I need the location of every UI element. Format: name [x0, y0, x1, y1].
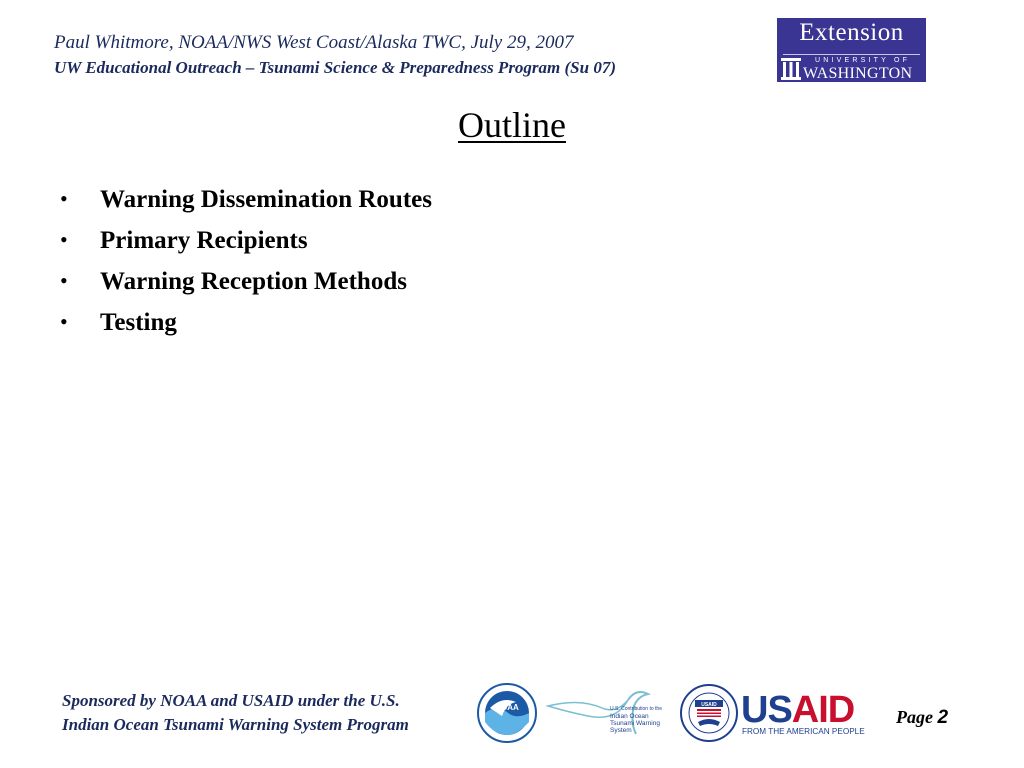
outline-item	[58, 186, 432, 227]
outline-item-text: Testing	[100, 309, 177, 336]
sponsor-text	[62, 689, 409, 737]
logo-divider	[783, 54, 920, 55]
bullet-icon: •	[60, 268, 68, 293]
noaa-text: NOAA	[495, 703, 519, 712]
outline-item	[58, 309, 432, 350]
uw-extension-logo	[777, 18, 926, 82]
outline-item-text: Warning Reception Methods	[100, 268, 407, 295]
usaid-logo	[741, 689, 865, 736]
bullet-icon: •	[60, 309, 68, 334]
extension-word: Extension	[799, 19, 904, 46]
noaa-logo	[478, 684, 536, 742]
usaid-tagline: FROM THE AMERICAN PEOPLE	[742, 727, 865, 736]
outline-item	[58, 268, 432, 309]
slide-title: Outline	[458, 105, 566, 145]
sponsor-line-2: Indian Ocean Tsunami Warning System Program	[62, 715, 409, 734]
sponsor-line-1: Sponsored by NOAA and USAID under the U.S.	[62, 691, 400, 710]
usaid-word: USAID	[741, 689, 855, 731]
iotws-line-4: System	[610, 727, 632, 734]
bullet-icon: •	[60, 186, 68, 211]
page-number-value: 2	[937, 707, 949, 728]
presenter-info: Paul Whitmore, NOAA/NWS West Coast/Alaska TWC, July 29, 2007	[54, 32, 574, 53]
outline-item-text: Warning Dissemination Routes	[100, 186, 432, 213]
page-label: Page	[896, 707, 933, 727]
outline-item	[58, 227, 432, 268]
iotws-line-1: U.S. Contribution to the	[610, 706, 662, 712]
page-number	[896, 707, 948, 729]
usaid-seal-text: USAID	[701, 702, 717, 708]
sponsor-logos	[476, 682, 870, 744]
usaid-seal	[681, 685, 737, 741]
iotws-logo	[548, 692, 662, 734]
iotws-line-2: Indian Ocean	[610, 713, 649, 720]
outline-item-text: Primary Recipients	[100, 227, 308, 254]
iotws-line-3: Tsunami Warning	[610, 720, 660, 727]
program-info: UW Educational Outreach – Tsunami Science & Preparedness Program (Su 07)	[54, 58, 617, 77]
outline-list	[58, 186, 432, 350]
washington-text: WASHINGTON	[803, 65, 913, 82]
bullet-icon: •	[60, 227, 68, 252]
university-of-text: UNIVERSITY OF	[815, 57, 911, 64]
column-icon	[781, 58, 801, 80]
